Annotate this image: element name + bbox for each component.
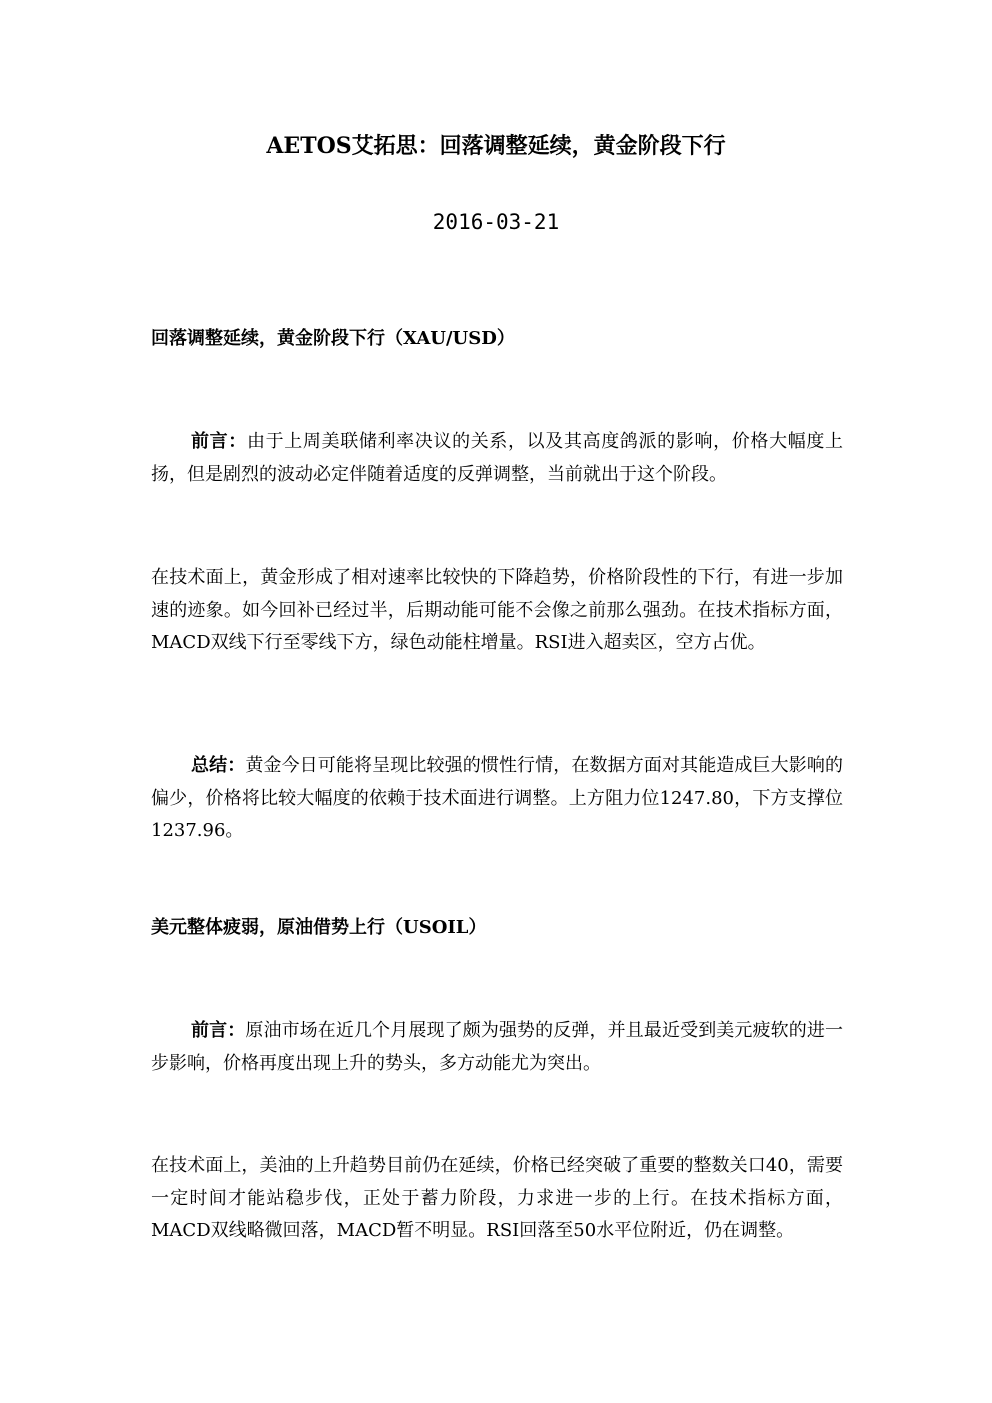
- gold-technical-paragraph: 在技术面上，黄金形成了相对速率比较快的下降趋势，价格阶段性的下行，有进一步加速的迹象。如今回补已经过半，后期动能可能不会像之前那么强劲。在技术指标方面，MACD双线下行至零线下方，绿色动能柱增量。RSI进入超卖区，空方占优。: [151, 567, 843, 653]
- summary-label: 总结：: [191, 755, 246, 776]
- preface-label: 前言：: [191, 1020, 246, 1041]
- gold-preface-paragraph: [151, 426, 843, 491]
- preface-text: 原油市场在近几个月展现了颇为强势的反弹，并且最近受到美元疲软的进一步影响，价格再度出现上升的势头，多方动能尤为突出。: [151, 1020, 843, 1074]
- section-heading-oil: 美元整体疲弱，原油借势上行（USOIL）: [151, 917, 487, 938]
- document-date: 2016-03-21: [432, 210, 560, 234]
- preface-text: 由于上周美联储利率决议的关系，以及其高度鸽派的影响，价格大幅度上扬，但是剧烈的波动必定伴随着适度的反弹调整，当前就出于这个阶段。: [151, 431, 844, 485]
- document-title: AETOS艾拓思：回落调整延续，黄金阶段下行: [266, 133, 726, 159]
- gold-summary-paragraph: [151, 750, 843, 848]
- preface-label: 前言：: [191, 431, 247, 452]
- summary-text: 黄金今日可能将呈现比较强的惯性行情，在数据方面对其能造成巨大影响的偏少，价格将比较大幅度的依赖于技术面进行调整。上方阻力位1247.80，下方支撑位1237.96。: [151, 755, 843, 841]
- section-heading-gold: 回落调整延续，黄金阶段下行（XAU/USD）: [151, 328, 515, 349]
- oil-technical-paragraph: 在技术面上，美油的上升趋势目前仍在延续，价格已经突破了重要的整数关口40，需要一定时间才能站稳步伐，正处于蓄力阶段，力求进一步的上行。在技术指标方面，MACD双线略微回落，MACD暂不明显。RSI回落至50水平位附近，仍在调整。: [151, 1155, 843, 1241]
- oil-preface-paragraph: [151, 1015, 843, 1080]
